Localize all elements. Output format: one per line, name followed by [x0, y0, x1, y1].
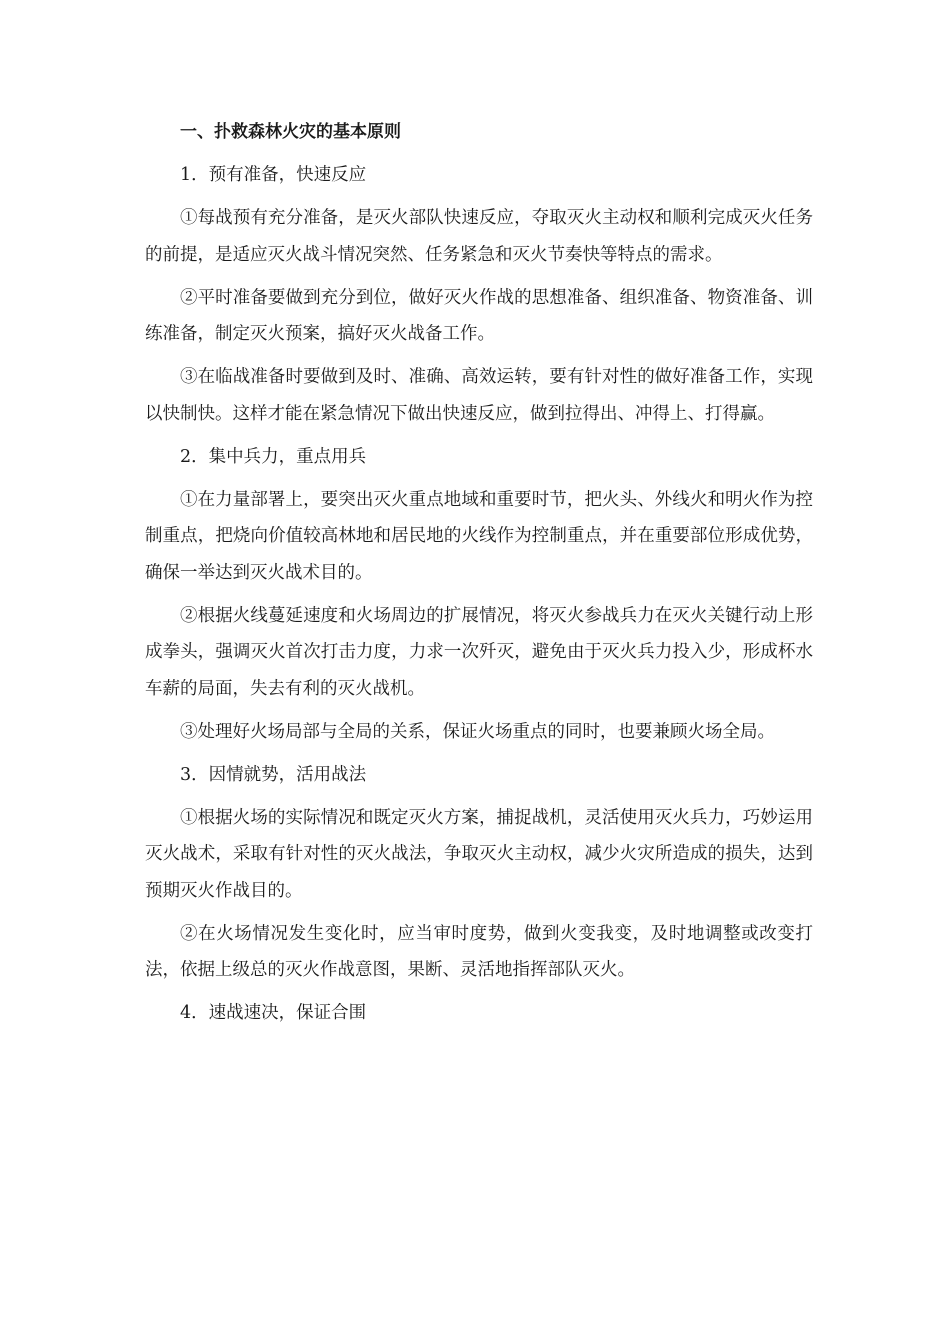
paragraph-1-3: ③在临战准备时要做到及时、准确、高效运转，要有针对性的做好准备工作，实现以快制快。这样才能在紧急情况下做出快速反应，做到拉得出、冲得上、打得赢。	[145, 367, 813, 424]
section-heading-3: 3．因情就势，活用战法	[180, 764, 367, 785]
section-heading-4: 4．速战速决，保证合围	[180, 1003, 367, 1023]
section-heading-2: 2．集中兵力，重点用兵	[180, 446, 367, 467]
paragraph-2-1: ①在力量部署上，要突出灭火重点地域和重要时节，把火头、外线火和明火作为控制重点，把烧向价值较高林地和居民地的火线作为控制重点，并在重要部位形成优势，确保一举达到灭火战术目的。	[145, 489, 813, 583]
section-heading-1: 1．预有准备，快速反应	[180, 165, 367, 185]
document-title: 一、扑救森林火灾的基本原则	[180, 122, 401, 142]
paragraph-3-2: ②在火场情况发生变化时，应当审时度势，做到火变我变，及时地调整或改变打法，依据上级总的灭火作战意图，果断、灵活地指挥部队灭火。	[145, 923, 813, 980]
paragraph-2-2: ②根据火线蔓延速度和火场周边的扩展情况，将灭火参战兵力在灭火关键行动上形成拳头，强调灭火首次打击力度，力求一次歼灭，避免由于灭火兵力投入少，形成杯水车薪的局面，失去有利的灭火战机。	[145, 605, 813, 699]
paragraph-1-1: ①每战预有充分准备，是灭火部队快速反应，夺取灭火主动权和顺利完成灭火任务的前提，是适应灭火战斗情况突然、任务紧急和灭火节奏快等特点的需求。	[145, 208, 813, 265]
paragraph-2-3: ③处理好火场局部与全局的关系，保证火场重点的同时，也要兼顾火场全局。	[180, 721, 775, 742]
paragraph-1-2: ②平时准备要做到充分到位，做好灭火作战的思想准备、组织准备、物资准备、训练准备，制定灭火预案，搞好灭火战备工作。	[145, 287, 813, 344]
paragraph-3-1: ①根据火场的实际情况和既定灭火方案，捕捉战机，灵活使用灭火兵力，巧妙运用灭火战术，采取有针对性的灭火战法，争取灭火主动权，减少火灾所造成的损失，达到预期灭火作战目的。	[145, 807, 813, 901]
document-body	[145, 114, 813, 1038]
